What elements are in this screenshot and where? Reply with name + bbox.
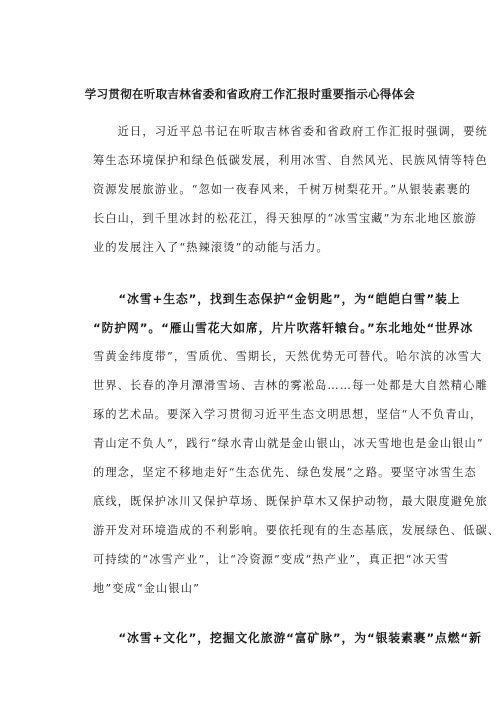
- paragraph-line: 的理念，坚定不移地走好“生态优先、绿色发展”之路。要坚守冰雪生态: [93, 466, 477, 479]
- paragraph-line: “冰雪+文化”，挖掘文化旅游“富矿脉”，为“银装素裹”点燃“新: [93, 631, 482, 645]
- paragraph-line: 近日，习近平总书记在听取吉林省委和省政府工作汇报时强调，要统: [93, 125, 488, 138]
- paragraph-line: 雪黄金纬度带”，雪质优、雪期长，天然优势无可替代。哈尔滨的冰雪大: [93, 350, 483, 363]
- paragraph-line: 世界、长春的净月潭滑雪场、吉林的雾凇岛……每一处都是大自然精心雕: [93, 379, 488, 392]
- paragraph-line: 筹生态环境保护和绿色低碳发展，利用冰雪、自然风光、民族风情等特色: [93, 154, 488, 167]
- paragraph-line: 资源发展旅游业。“忽如一夜春风来，千树万树梨花开。”从银装素裹的: [93, 183, 472, 196]
- paragraph-line: 青山定不负人”，践行“绿水青山就是金山银山，冰天雪地也是金山银山”: [93, 437, 484, 450]
- paragraph-line: 业的发展注入了“热辣滚烫”的动能与活力。: [93, 241, 329, 254]
- paragraph-line: 琢的艺术品。要深入学习贯彻习近平生态文明思想，坚信“人不负青山，: [93, 408, 483, 421]
- paragraph-line: 底线，既保护冰川又保护草场、既保护草木又保护动物，最大限度避免旅: [93, 495, 488, 508]
- paragraph-line: 可持续的“冰雪产业”，让“冷资源”变成“热产业”，真正把“冰天雪: [93, 553, 450, 566]
- paragraph-line: 地”变成“金山银山”: [93, 582, 200, 595]
- paragraph-line: 游开发对环境造成的不利影响。要依托现有的生态基底，发展绿色、低碳、: [93, 524, 500, 537]
- document-title: 学习贯彻在听取吉林省委和省政府工作汇报时重要指示心得体会: [84, 87, 416, 101]
- paragraph-line: “防护网”。“雁山雪花大如席，片片吹落轩辕台。”东北地处“世界冰: [93, 321, 474, 335]
- paragraph-line: 长白山，到千里冰封的松花江，得天独厚的“冰雪宝藏”为东北地区旅游: [93, 212, 477, 225]
- section-heading: “冰雪+生态”，找到生态保护“金钥匙”，为“皑皑白雪”装上: [93, 292, 461, 306]
